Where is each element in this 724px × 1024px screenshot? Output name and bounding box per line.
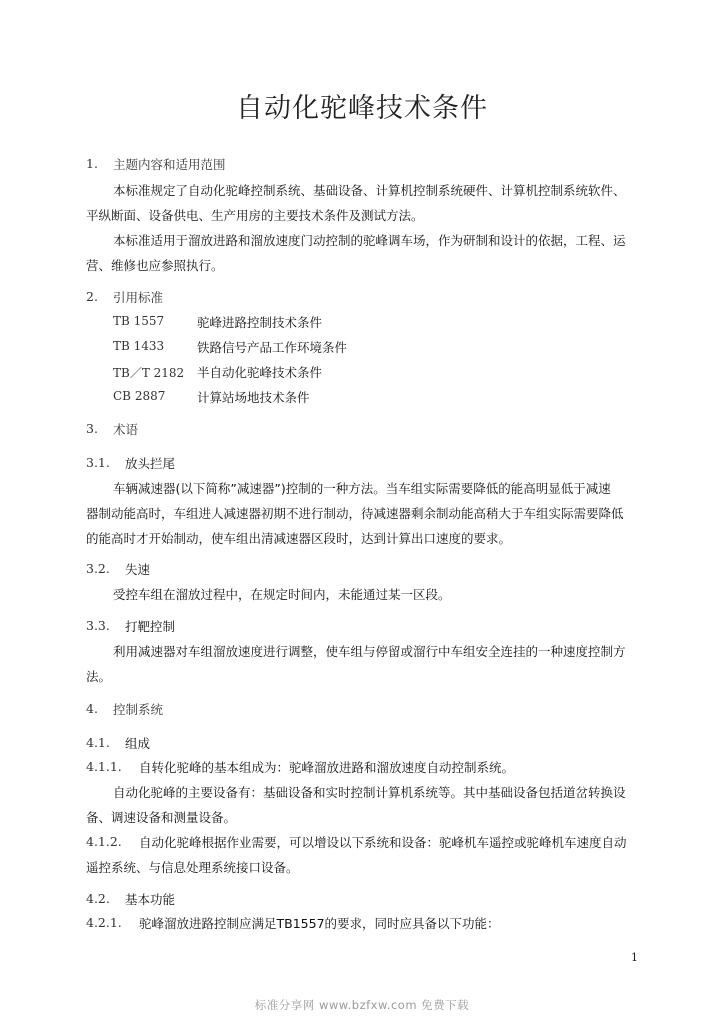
section-4-1-1-line-2: 自动化驼峰的主要设备有：基础设备和实时控制计算机系统等。其中基础设备包括道岔转换设 xyxy=(113,785,626,800)
section-3-2-heading: 失速 xyxy=(125,562,151,577)
reference-code: TB 1557 xyxy=(113,314,165,328)
reference-code: TB 1433 xyxy=(113,339,165,353)
section-3-1-number: 3.1. xyxy=(86,455,110,470)
section-4-1-2-line-2: 遥控系统、与信息处理系统接口设备。 xyxy=(86,860,299,875)
reference-name: 计算站场地技术条件 xyxy=(197,390,310,405)
section-2-heading: 引用标准 xyxy=(113,290,164,305)
section-1-heading: 主题内容和适用范围 xyxy=(113,157,226,172)
section-3-1-line-3: 的能高时才开始制动，使车组出清减速器区段时，达到计算出口速度的要求。 xyxy=(86,531,512,546)
section-1-para-1-line-1: 本标准规定了自动化驼峰控制系统、基础设备、计算机控制系统硬件、计算机控制系统软件、 xyxy=(113,183,626,198)
section-3-2-number: 3.2. xyxy=(86,561,110,576)
section-4-1-2-number: 4.1.2. xyxy=(86,834,122,849)
section-1-para-2-line-1: 本标准适用于溜放进路和溜放速度门动控制的驼峰调车场，作为研制和设计的依据，工程、运 xyxy=(113,233,626,248)
reference-code: TB／T 2182 xyxy=(113,366,185,380)
section-3-1-line-2: 器制动能高时，车组进人减速器初期不进行制动，待减速器剩余制动能高稍大于车组实际需要降低 xyxy=(86,506,624,521)
section-1-number: 1. xyxy=(86,156,98,171)
reference-name: 半自动化驼峰技术条件 xyxy=(197,365,323,380)
section-3-3-line-1: 利用减速器对车组溜放速度进行调整，使车组与停留或溜行中车组安全连挂的一种速度控制方 xyxy=(113,644,626,659)
section-4-number: 4. xyxy=(86,701,98,716)
reference-code: CB 2887 xyxy=(113,389,166,403)
section-4-1-2-line-1: 自动化驼峰根据作业需要，可以增设以下系统和设备：驼峰机车遥控或驼峰机车速度自动 xyxy=(139,835,627,850)
section-2-number: 2. xyxy=(86,289,98,304)
section-4-1-1-line-3: 备、调速设备和测量设备。 xyxy=(86,810,237,825)
section-4-2-number: 4.2. xyxy=(86,891,110,906)
section-4-1-1-number: 4.1.1. xyxy=(86,759,122,774)
section-4-heading: 控制系统 xyxy=(113,702,164,717)
section-3-2-line-1: 受控车组在溜放过程中，在规定时间内，未能通过某一区段。 xyxy=(113,587,451,602)
section-3-1-line-1: 车辆减速器(以下简称”减速器”)控制的一种方法。当车组实际需要降低的能高明显低于减速 xyxy=(113,481,611,496)
reference-name: 铁路信号产品工作环境条件 xyxy=(197,340,348,355)
section-3-heading: 术语 xyxy=(113,422,139,437)
section-3-3-number: 3.3. xyxy=(86,618,110,633)
document-title: 自动化驼峰技术条件 xyxy=(236,93,488,124)
section-1-para-1-line-2: 平纵断面、设备供电、生产用房的主要技术条件及测试方法。 xyxy=(86,208,424,223)
section-4-2-1-number: 4.2.1. xyxy=(86,915,122,930)
section-4-1-1-line-1: 自转化驼峰的基本组成为：驼峰溜放进路和溜放速度自动控制系统。 xyxy=(139,760,515,775)
section-4-2-heading: 基本功能 xyxy=(125,892,176,907)
section-4-1-heading: 组成 xyxy=(125,736,151,751)
reference-name: 驼峰进路控制技术条件 xyxy=(197,315,323,330)
section-3-3-line-2: 法。 xyxy=(86,669,112,684)
section-3-number: 3. xyxy=(86,421,98,436)
section-4-2-1-line-1: 驼峰溜放进路控制应满足TB1557的要求，同时应具备以下功能： xyxy=(139,916,500,931)
section-1-para-2-line-2: 营、维修也应参照执行。 xyxy=(86,258,224,273)
page-number: 1 xyxy=(631,951,638,964)
section-4-1-number: 4.1. xyxy=(86,735,110,750)
section-3-3-heading: 打靶控制 xyxy=(125,619,176,634)
section-3-1-heading: 放头拦尾 xyxy=(125,456,176,471)
footer-watermark: 标准分享网 www.bzfxw.com 免费下载 xyxy=(254,998,470,1012)
